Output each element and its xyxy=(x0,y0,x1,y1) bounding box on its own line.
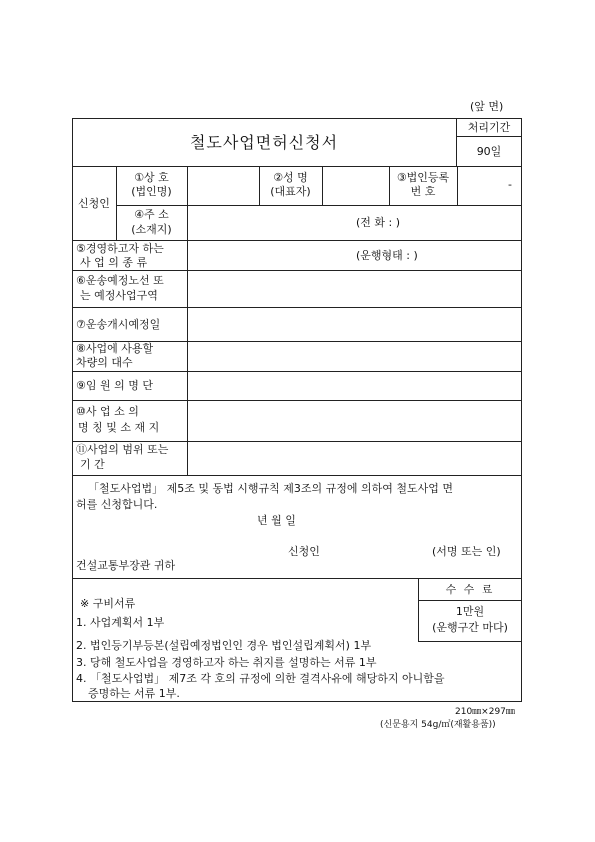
fee-label: 수 수 료 xyxy=(445,583,495,596)
signer-label: 신청인 xyxy=(288,545,320,558)
divider xyxy=(457,166,458,205)
required-doc-item: 1. 사업계획서 1부 xyxy=(76,616,165,629)
divider xyxy=(72,371,522,372)
officers-label: ⑨임 원 의 명 단 xyxy=(76,379,153,392)
divider xyxy=(187,166,188,475)
start-date-label: ⑦운송개시예정일 xyxy=(76,318,161,331)
scope-sublabel: 기 간 xyxy=(80,458,105,471)
divider xyxy=(116,205,522,206)
route-sublabel: 는 예정사업구역 xyxy=(80,289,158,302)
divider xyxy=(72,166,522,167)
fee-note: (운행구간 마다) xyxy=(432,621,508,634)
representative-label: ②성 명 xyxy=(273,171,308,184)
divider xyxy=(72,578,522,579)
vehicle-count-sublabel: 차량의 대수 xyxy=(76,356,133,369)
fee-amount: 1만원 xyxy=(455,605,485,618)
registration-label: ③법인등록 xyxy=(396,171,450,184)
divider xyxy=(72,307,522,308)
required-doc-item-cont: 증명하는 서류 1부. xyxy=(88,687,180,700)
business-type-sublabel: 사 업 의 종 류 xyxy=(80,256,148,269)
registration-value: - xyxy=(508,178,512,191)
signature-note: (서명 또는 인) xyxy=(432,545,501,558)
form-title: 철도사업면허신청서 xyxy=(189,133,339,152)
representative-sublabel: (대표자) xyxy=(270,185,311,198)
phone-label: (전 화 : ) xyxy=(356,216,401,229)
office-label: ⑩사 업 소 의 xyxy=(76,405,139,418)
address-label: ④주 소 xyxy=(134,208,169,221)
required-doc-item: 4. 「철도사업법」 제7조 각 호의 규정에 의한 결격사유에 해당하지 아니함을 xyxy=(76,672,445,685)
required-docs-header: ※ 구비서류 xyxy=(80,597,136,610)
scope-label: ⑪사업의 범위 또는 xyxy=(76,443,169,456)
date-line: 년 월 일 xyxy=(257,514,296,527)
required-doc-item: 2. 법인등기부등본(설립예정법인인 경우 법인설립계획서) 1부 xyxy=(76,639,372,652)
company-name-sublabel: (법인명) xyxy=(131,185,172,198)
divider xyxy=(418,600,522,601)
office-sublabel: 명 칭 및 소 재 지 xyxy=(78,421,160,434)
registration-sublabel: 번 호 xyxy=(410,185,436,198)
address-sublabel: (소재지) xyxy=(131,223,172,236)
statement-line-2: 허를 신청합니다. xyxy=(76,498,158,511)
page-side-label: (앞 면) xyxy=(470,100,504,113)
divider xyxy=(72,475,522,476)
processing-period-label: 처리기간 xyxy=(467,121,511,134)
business-type-label: ⑤경영하고자 하는 xyxy=(76,242,164,255)
divider xyxy=(72,240,522,241)
processing-period-value: 90일 xyxy=(476,145,502,158)
divider xyxy=(72,270,522,271)
divider xyxy=(322,166,323,205)
divider xyxy=(456,136,522,137)
paper-size: 210㎜×297㎜ xyxy=(455,707,515,717)
recipient: 건설교통부장관 귀하 xyxy=(76,559,176,572)
required-doc-item: 3. 당해 철도사업을 경영하고자 하는 취지를 설명하는 서류 1부 xyxy=(76,656,377,669)
divider xyxy=(418,641,522,642)
paper-spec: (신문용지 54g/㎡(재활용품)) xyxy=(380,720,496,730)
operation-type-label: (운행형태 : ) xyxy=(356,249,418,262)
applicant-label: 신청인 xyxy=(78,197,110,210)
company-name-label: ①상 호 xyxy=(134,171,169,184)
divider xyxy=(72,441,522,442)
route-label: ⑥운송예정노선 또 xyxy=(76,274,164,287)
vehicle-count-label: ⑧사업에 사용할 xyxy=(76,342,154,355)
divider xyxy=(72,400,522,401)
statement-line-1: 「철도사업법」 제5조 및 동법 시행규칙 제3조의 규정에 의하여 철도사업 면 xyxy=(88,482,453,495)
